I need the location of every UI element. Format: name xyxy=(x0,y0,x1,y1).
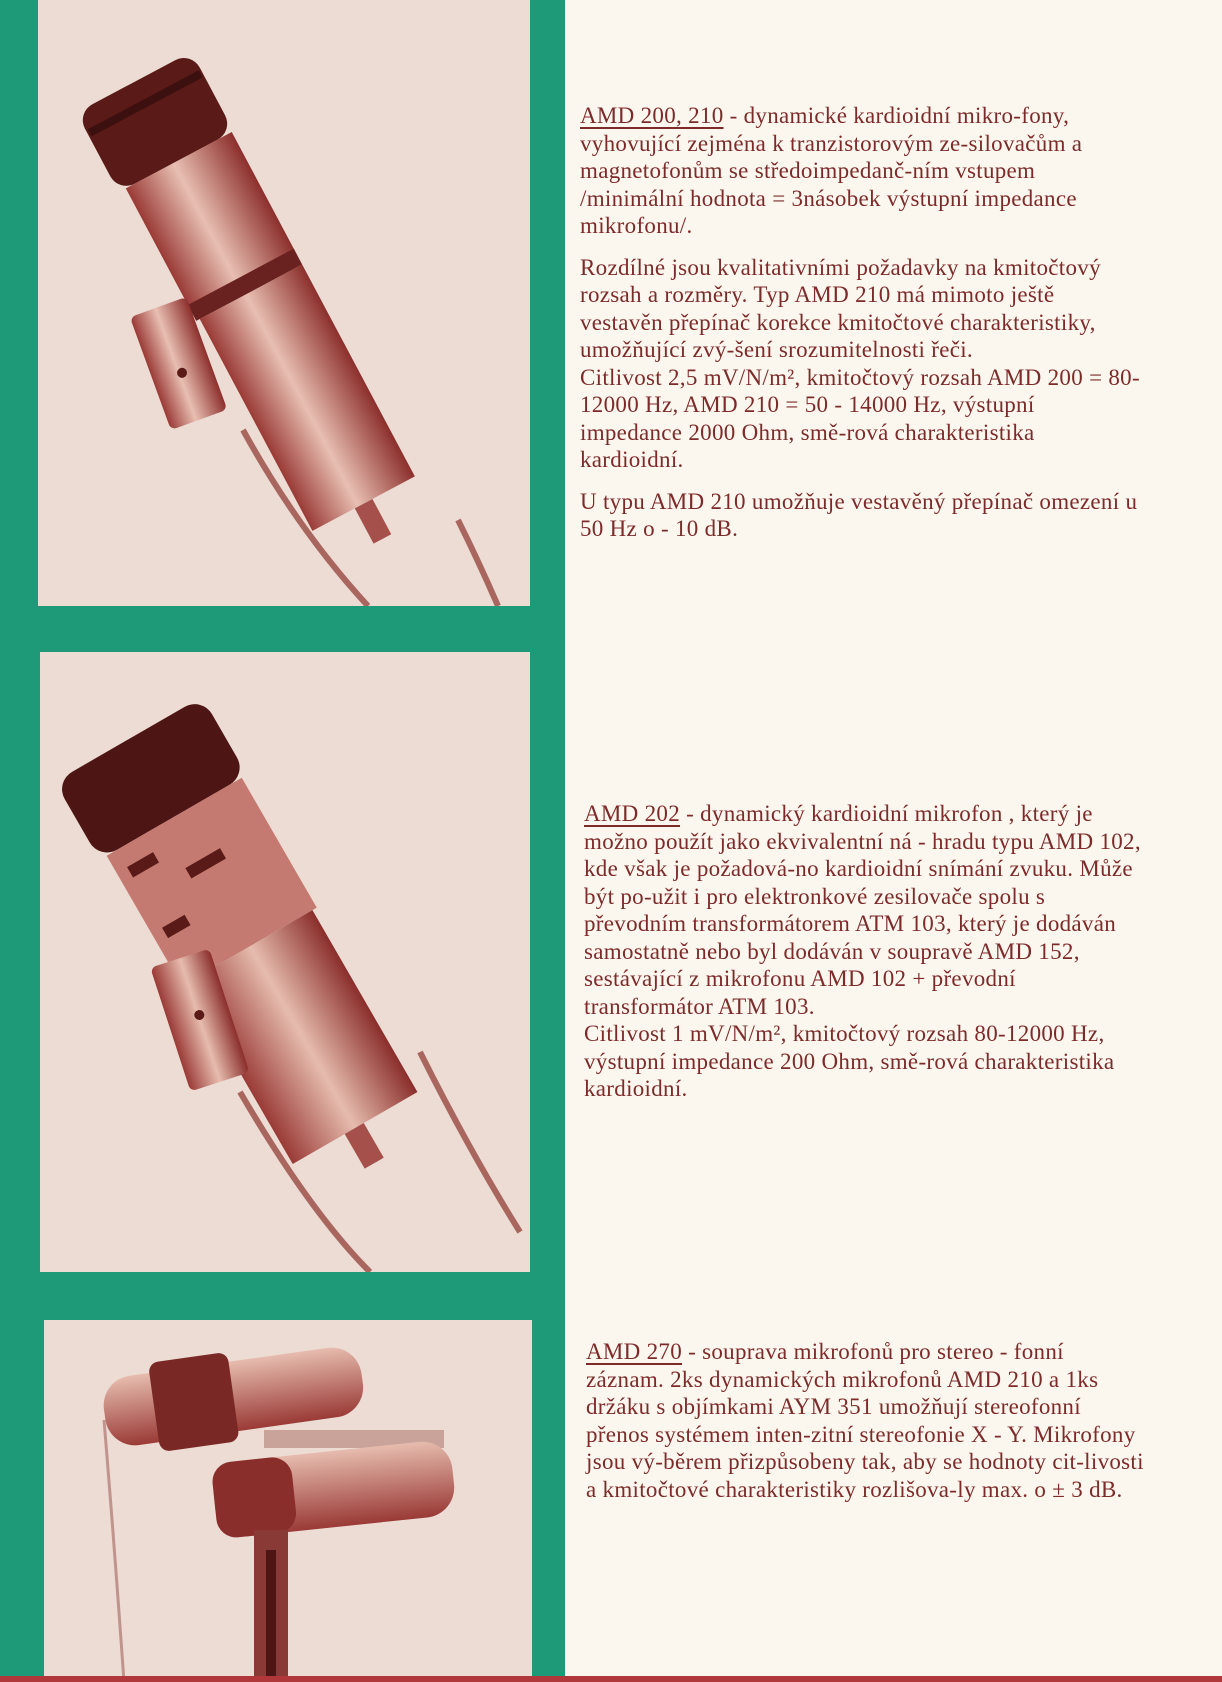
photo-amd-202 xyxy=(40,652,530,1272)
section-intro xyxy=(586,1338,1146,1503)
paragraph: Citlivost 1 mV/N/m², kmitočtový rozsah 80-12000 Hz, výstupní impedance 200 Ohm, smě-rová charakteristika kardioidní. xyxy=(584,1021,1115,1101)
intro-text: - souprava mikrofonů pro stereo - fonní záznam. 2ks dynamických mikrofonů AMD 210 a 1ks držáku s objímkami AYM 351 umožňují stereofonní přenos systémem inten-zitní stereofonie X - Y. Mikrofony jsou vý-běrem přizpůsobeny tak, aby se hodnoty cit-livosti a kmitočtové charakteristiky rozlišova-ly max. o ± 3 dB. xyxy=(586,1339,1144,1502)
section-amd-200-210 xyxy=(580,102,1140,543)
photo-amd-270 xyxy=(44,1320,532,1682)
photo-amd-200-210 xyxy=(38,0,530,606)
bottom-edge-line xyxy=(0,1676,1222,1682)
stereo-microphone-set-illustration xyxy=(44,1320,532,1682)
section-intro xyxy=(580,102,1140,240)
paragraph: Citlivost 2,5 mV/N/m², kmitočtový rozsah AMD 200 = 80-12000 Hz, AMD 210 = 50 - 14000 Hz, výstupní impedance 2000 Ohm, smě-rová charakteristika kardioidní. xyxy=(580,364,1140,472)
section-heading: AMD 202 xyxy=(584,801,681,826)
section-intro xyxy=(584,800,1144,1020)
paragraph: Rozdílné jsou kvalitativními požadavky na kmitočtový rozsah a rozměry. Typ AMD 210 má mimoto ještě vestavěn přepínač korekce kmitočtové charakteristiky, umožňující zvý-šení srozumitelnosti řeči. xyxy=(580,254,1101,362)
section-amd-270 xyxy=(586,1338,1146,1503)
intro-text: - dynamický kardioidní mikrofon , který je možno použít jako ekvivalentní ná - hradu typu AMD 102, kde však je požadová-no kardioidní snímání zvuku. Může být po-užit i pro elektronkové zesilovače spolu s převodním transformátorem ATM 103, který je dodáván samostatně nebo byl dodáván v soupravě AMD 152, sestávající z mikrofonu AMD 102 + převodní transformátor ATM 103. xyxy=(584,801,1141,1019)
section-heading: AMD 200, 210 xyxy=(580,103,724,128)
intro-text: - dynamické kardioidní mikro-fony, vyhovující zejména k tranzistorovým ze-silovačům a magnetofonům se středoimpedanč-ním vstupem /minimální hodnota = 3násobek výstupní impedance mikrofonu/. xyxy=(580,103,1083,238)
paragraph: U typu AMD 210 umožňuje vestavěný přepínač omezení u 50 Hz o - 10 dB. xyxy=(580,488,1138,541)
section-amd-202 xyxy=(584,800,1144,1103)
section-heading: AMD 270 xyxy=(586,1339,683,1364)
microphone-illustration-1 xyxy=(38,0,530,606)
microphone-illustration-2 xyxy=(40,652,530,1272)
